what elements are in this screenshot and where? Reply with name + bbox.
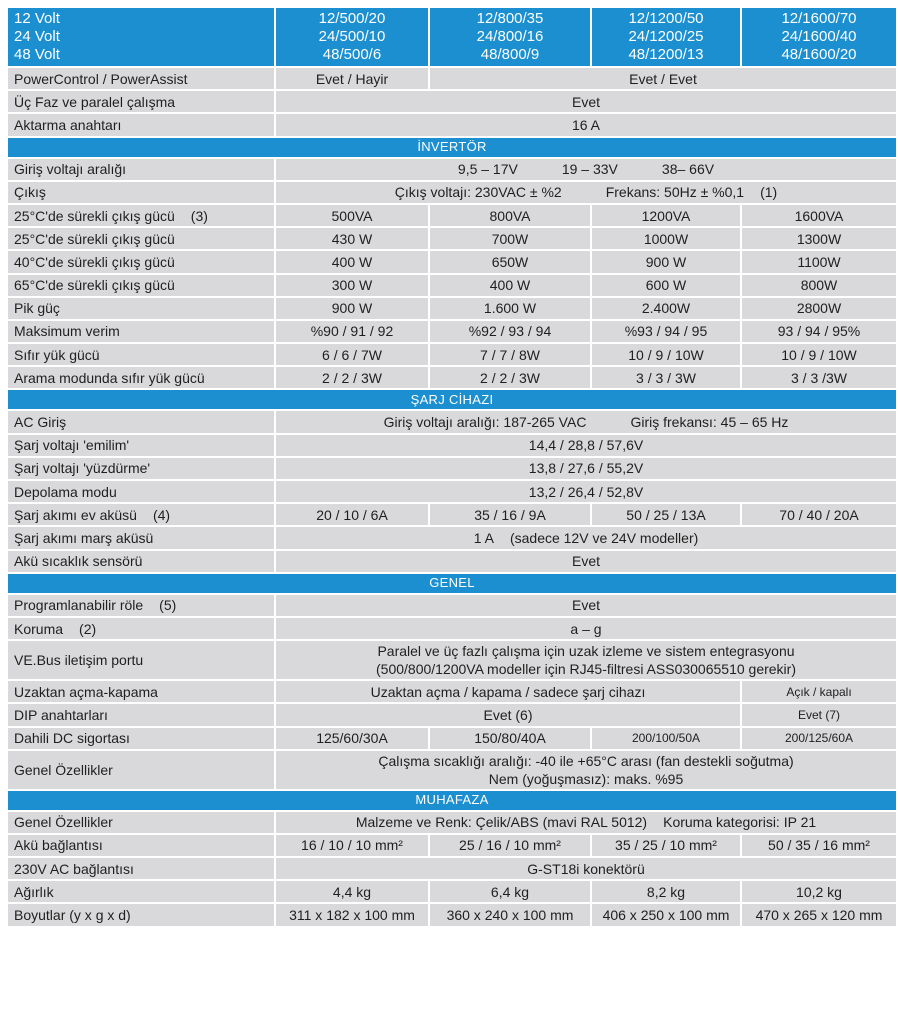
row-value: Uzaktan açma / kapama / sadece şarj cihazı xyxy=(276,681,740,702)
row-value: 2.400W xyxy=(592,298,740,319)
row-value: 6,4 kg xyxy=(430,881,590,902)
row-value: 700W xyxy=(430,228,590,249)
row-value: Malzeme ve Renk: Çelik/ABS (mavi RAL 5012) Koruma kategorisi: IP 21 xyxy=(276,812,896,833)
battery-connection-row xyxy=(8,835,896,856)
spec-table xyxy=(6,6,898,928)
max-efficiency-row xyxy=(8,321,896,342)
row-value: 600 W xyxy=(592,275,740,296)
row-value: 1600VA xyxy=(742,205,896,226)
row-value: 10,2 kg xyxy=(742,881,896,902)
row-value: Paralel ve üç fazlı çalışma için uzak izleme ve sistem entegrasyonu (500/800/1200VA modeller için RJ45-filtresi ASS030065510 gerekir) xyxy=(276,641,896,679)
row-value: Evet (7) xyxy=(742,704,896,725)
row-value: 360 x 240 x 100 mm xyxy=(430,904,590,925)
row-label: Ağırlık xyxy=(8,881,274,902)
row-value: 16 A xyxy=(276,114,896,135)
temp-sensor-row xyxy=(8,551,896,572)
row-label: VE.Bus iletişim portu xyxy=(8,641,274,679)
input-range-row xyxy=(8,159,896,180)
row-value: 50 / 25 / 13A xyxy=(592,504,740,525)
section-enclosure xyxy=(8,791,896,810)
section-inverter xyxy=(8,138,896,157)
row-value: 2800W xyxy=(742,298,896,319)
relay-row xyxy=(8,595,896,616)
starter-battery-row xyxy=(8,527,896,548)
row-label: Giriş voltajı aralığı xyxy=(8,159,274,180)
row-value: 35 / 16 / 9A xyxy=(430,504,590,525)
row-value: Evet xyxy=(276,595,896,616)
cont-power-va-row xyxy=(8,205,896,226)
row-value: 4,4 kg xyxy=(276,881,428,902)
absorption-row xyxy=(8,435,896,456)
row-value: 500VA xyxy=(276,205,428,226)
remote-row xyxy=(8,681,896,702)
row-label: Genel Özellikler xyxy=(8,751,274,789)
row-value: G-ST18i konektörü xyxy=(276,858,896,879)
row-value: Evet (6) xyxy=(276,704,740,725)
fuse-row xyxy=(8,728,896,749)
row-value: 7 / 7 / 8W xyxy=(430,344,590,365)
row-label: Arama modunda sıfır yük gücü xyxy=(8,367,274,388)
row-value: 3 / 3 / 3W xyxy=(592,367,740,388)
row-label: Boyutlar (y x g x d) xyxy=(8,904,274,925)
row-label: Maksimum verim xyxy=(8,321,274,342)
section-title: İNVERTÖR xyxy=(8,138,896,157)
row-label: Şarj akımı marş aküsü xyxy=(8,527,274,548)
model-col-800: 12/800/35 24/800/16 48/800/9 xyxy=(430,8,590,66)
row-value: 25 / 16 / 10 mm² xyxy=(430,835,590,856)
row-label: Şarj voltajı 'yüzdürme' xyxy=(8,458,274,479)
model-col-500: 12/500/20 24/500/10 48/500/6 xyxy=(276,8,428,66)
row-label: Üç Faz ve paralel çalışma xyxy=(8,91,274,112)
row-value: a – g xyxy=(276,618,896,639)
row-label: 40°C'de sürekli çıkış gücü xyxy=(8,251,274,272)
row-value: 400 W xyxy=(430,275,590,296)
row-value: 650W xyxy=(430,251,590,272)
peak-power-row xyxy=(8,298,896,319)
enclosure-features-row xyxy=(8,812,896,833)
search-mode-row xyxy=(8,367,896,388)
parallel-row xyxy=(8,91,896,112)
row-value: 3 / 3 /3W xyxy=(742,367,896,388)
row-label: Akü sıcaklık sensörü xyxy=(8,551,274,572)
row-value: Evet xyxy=(276,551,896,572)
row-value: 470 x 265 x 120 mm xyxy=(742,904,896,925)
row-label: 25°C'de sürekli çıkış gücü (3) xyxy=(8,205,274,226)
row-value: 900 W xyxy=(592,251,740,272)
row-value: 1100W xyxy=(742,251,896,272)
zero-load-row xyxy=(8,344,896,365)
row-value: 311 x 182 x 100 mm xyxy=(276,904,428,925)
output-row xyxy=(8,182,896,203)
row-value: 14,4 / 28,8 / 57,6V xyxy=(276,435,896,456)
row-label: 65°C'de sürekli çıkış gücü xyxy=(8,275,274,296)
row-value: 10 / 9 / 10W xyxy=(592,344,740,365)
row-value: Giriş voltajı aralığı: 187-265 VAC Giriş frekansı: 45 – 65 Hz xyxy=(276,411,896,432)
transfer-switch-row xyxy=(8,114,896,135)
row-value: 406 x 250 x 100 mm xyxy=(592,904,740,925)
row-value: Evet xyxy=(276,91,896,112)
row-label: DIP anahtarları xyxy=(8,704,274,725)
dip-row xyxy=(8,704,896,725)
row-label: Dahili DC sigortası xyxy=(8,728,274,749)
row-value: 430 W xyxy=(276,228,428,249)
dimensions-row xyxy=(8,904,896,925)
row-value: 2 / 2 / 3W xyxy=(276,367,428,388)
storage-row xyxy=(8,481,896,502)
cont-power-25-row xyxy=(8,228,896,249)
row-label: Depolama modu xyxy=(8,481,274,502)
general-features-row xyxy=(8,751,896,789)
row-label: PowerControl / PowerAssist xyxy=(8,68,274,89)
cont-power-65-row xyxy=(8,275,896,296)
row-value: 200/125/60A xyxy=(742,728,896,749)
row-label: Çıkış xyxy=(8,182,274,203)
row-value: %90 / 91 / 92 xyxy=(276,321,428,342)
row-value: 800W xyxy=(742,275,896,296)
row-value: %92 / 93 / 94 xyxy=(430,321,590,342)
row-label: Şarj voltajı 'emilim' xyxy=(8,435,274,456)
row-value: Evet / Hayir xyxy=(276,68,428,89)
model-col-1200: 12/1200/50 24/1200/25 48/1200/13 xyxy=(592,8,740,66)
row-value: 125/60/30A xyxy=(276,728,428,749)
row-value: 1300W xyxy=(742,228,896,249)
section-title: MUHAFAZA xyxy=(8,791,896,810)
row-label: Sıfır yük gücü xyxy=(8,344,274,365)
model-col-1600: 12/1600/70 24/1600/40 48/1600/20 xyxy=(742,8,896,66)
ac-input-row xyxy=(8,411,896,432)
row-label: Pik güç xyxy=(8,298,274,319)
powercontrol-row xyxy=(8,68,896,89)
row-value: %93 / 94 / 95 xyxy=(592,321,740,342)
row-label: Akü bağlantısı xyxy=(8,835,274,856)
row-value: 50 / 35 / 16 mm² xyxy=(742,835,896,856)
row-value: 2 / 2 / 3W xyxy=(430,367,590,388)
row-value: 13,8 / 27,6 / 55,2V xyxy=(276,458,896,479)
row-label: 230V AC bağlantısı xyxy=(8,858,274,879)
protection-row xyxy=(8,618,896,639)
ac-connection-row xyxy=(8,858,896,879)
row-value: 200/100/50A xyxy=(592,728,740,749)
row-value: 300 W xyxy=(276,275,428,296)
row-value: 900 W xyxy=(276,298,428,319)
house-battery-row xyxy=(8,504,896,525)
row-value: 16 / 10 / 10 mm² xyxy=(276,835,428,856)
cont-power-40-row xyxy=(8,251,896,272)
row-value: 10 / 9 / 10W xyxy=(742,344,896,365)
row-label: Aktarma anahtarı xyxy=(8,114,274,135)
row-value: Açık / kapalı xyxy=(742,681,896,702)
section-title: GENEL xyxy=(8,574,896,593)
row-value: 8,2 kg xyxy=(592,881,740,902)
row-value: 9,5 – 17V 19 – 33V 38– 66V xyxy=(276,159,896,180)
vebus-row xyxy=(8,641,896,679)
row-label: Genel Özellikler xyxy=(8,812,274,833)
row-value: 70 / 40 / 20A xyxy=(742,504,896,525)
voltage-labels: 12 Volt 24 Volt 48 Volt xyxy=(8,8,274,66)
row-value: 13,2 / 26,4 / 52,8V xyxy=(276,481,896,502)
row-value: Çıkış voltajı: 230VAC ± %2 Frekans: 50Hz ± %0,1 (1) xyxy=(276,182,896,203)
row-value: 93 / 94 / 95% xyxy=(742,321,896,342)
row-value: Çalışma sıcaklığı aralığı: -40 ile +65°C arası (fan destekli soğutma) Nem (yoğuşmasız): maks. %95 xyxy=(276,751,896,789)
weight-row xyxy=(8,881,896,902)
row-label: Programlanabilir röle (5) xyxy=(8,595,274,616)
row-label: AC Giriş xyxy=(8,411,274,432)
row-value: 1.600 W xyxy=(430,298,590,319)
row-value: 35 / 25 / 10 mm² xyxy=(592,835,740,856)
row-value: Evet / Evet xyxy=(430,68,896,89)
row-value: 1 A (sadece 12V ve 24V modeller) xyxy=(276,527,896,548)
row-value: 400 W xyxy=(276,251,428,272)
row-label: Koruma (2) xyxy=(8,618,274,639)
section-title: ŞARJ CİHAZI xyxy=(8,390,896,409)
float-row xyxy=(8,458,896,479)
row-value: 800VA xyxy=(430,205,590,226)
model-header-row xyxy=(8,8,896,66)
row-label: Uzaktan açma-kapama xyxy=(8,681,274,702)
section-general xyxy=(8,574,896,593)
section-charger xyxy=(8,390,896,409)
row-value: 150/80/40A xyxy=(430,728,590,749)
row-value: 20 / 10 / 6A xyxy=(276,504,428,525)
row-value: 1200VA xyxy=(592,205,740,226)
row-label: 25°C'de sürekli çıkış gücü xyxy=(8,228,274,249)
row-label: Şarj akımı ev aküsü (4) xyxy=(8,504,274,525)
row-value: 6 / 6 / 7W xyxy=(276,344,428,365)
row-value: 1000W xyxy=(592,228,740,249)
